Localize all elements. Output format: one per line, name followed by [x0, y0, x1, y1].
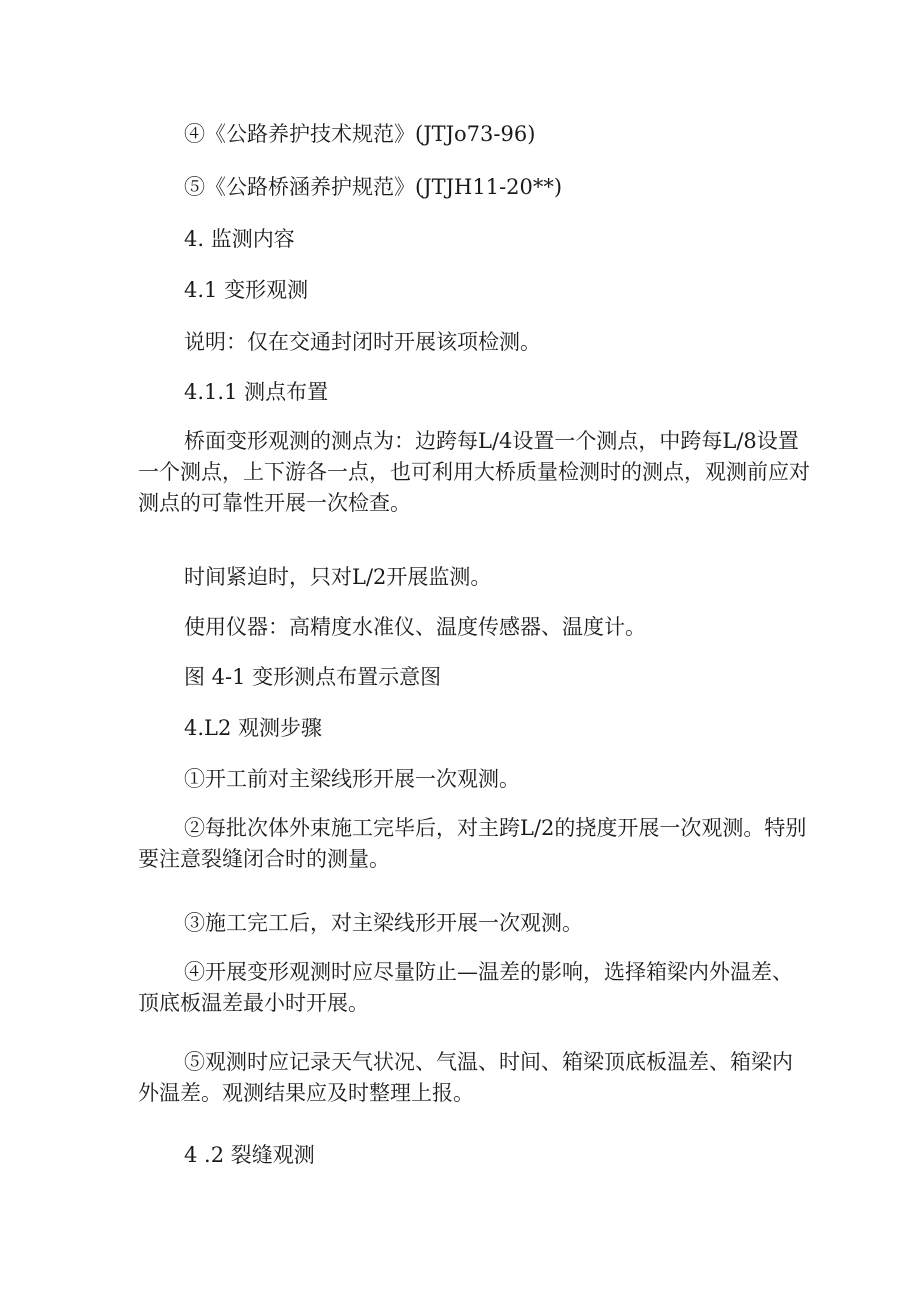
step-3: ③施工完工后，对主梁线形开展一次观测。 [184, 911, 583, 935]
instruments-paragraph: 使用仪器：高精度水准仪、温度传感器、温度计。 [184, 615, 646, 639]
time-limit-paragraph: 时间紧迫时，只对L/2开展监测。 [184, 565, 492, 589]
section-heading-4-1: 4.1 变形观测 [184, 278, 309, 302]
reference-item-5: ⑤《公路桥涵养护规范》(JTJH11-20**) [184, 175, 563, 199]
section-heading-4: 4. 监测内容 [184, 227, 295, 251]
measurement-points-paragraph: 桥面变形观测的测点为：边跨每L/4设置一个测点，中跨每L/8设置一个测点，上下游各一点，也可利用大桥质量检测时的测点，观测前应对测点的可靠性开展一次检查。 [138, 429, 810, 515]
section-heading-4-1-1: 4.1.1 测点布置 [184, 380, 329, 404]
step-2: ②每批次体外束施工完毕后，对主跨L/2的挠度开展一次观测。特别要注意裂缝闭合时的测量。 [138, 816, 807, 871]
step-1: ①开工前对主梁线形开展一次观测。 [184, 767, 520, 791]
note-paragraph: 说明：仅在交通封闭时开展该项检测。 [184, 330, 541, 354]
section-heading-4-1-2: 4.L2 观测步骤 [184, 716, 323, 740]
figure-caption: 图 4-1 变形测点布置示意图 [184, 665, 442, 689]
reference-item-4: ④《公路养护技术规范》(JTJo73-96) [184, 122, 536, 146]
section-heading-4-2: 4 .2 裂缝观测 [184, 1143, 315, 1167]
step-5: ⑤观测时应记录天气状况、气温、时间、箱梁顶底板温差、箱梁内外温差。观测结果应及时整理上报。 [138, 1050, 793, 1105]
step-4: ④开展变形观测时应尽量防止—温差的影响，选择箱梁内外温差、顶底板温差最小时开展。 [138, 960, 793, 1015]
